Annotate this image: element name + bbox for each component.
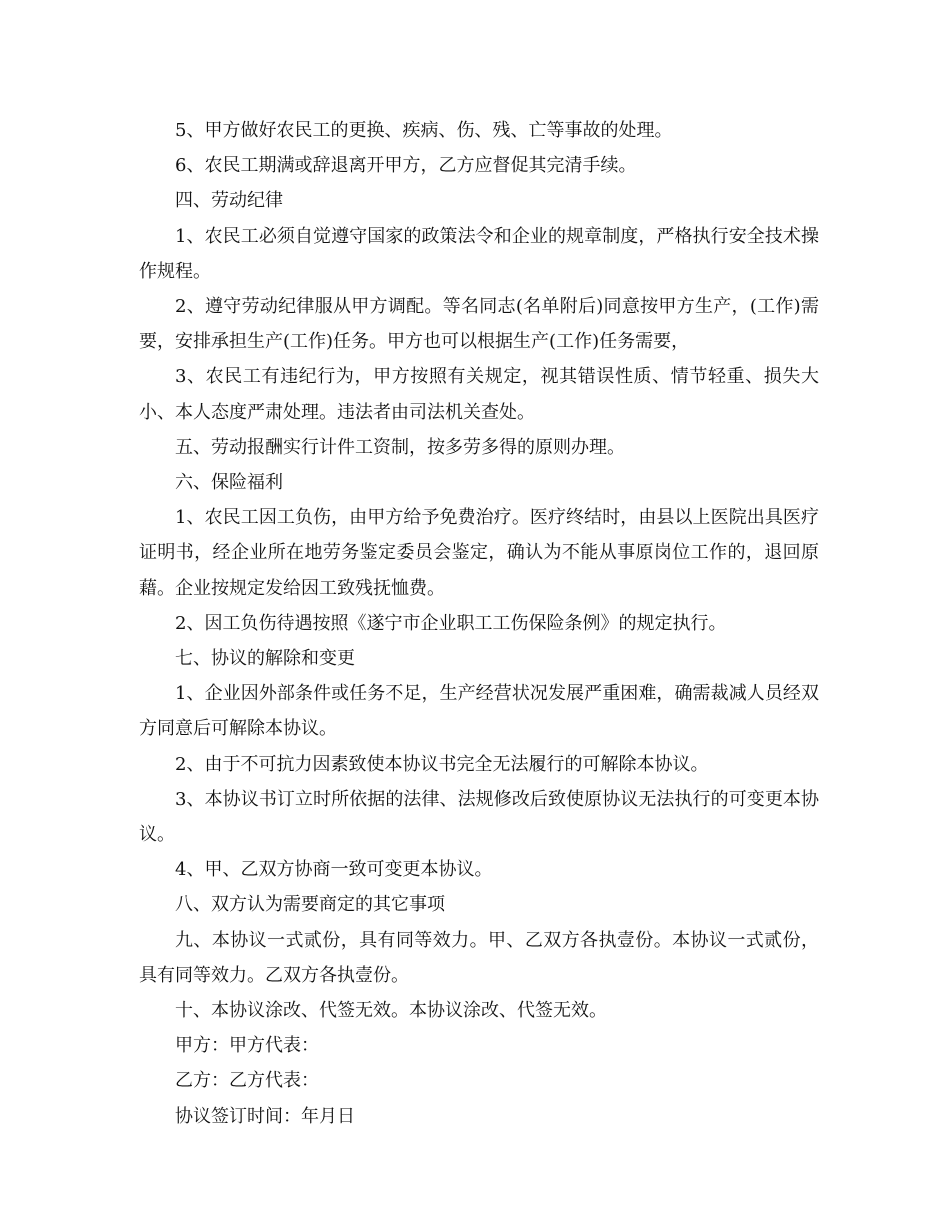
signature-party-a: 甲方：甲方代表：: [175, 1035, 319, 1057]
paragraph-discipline-2: 2、遵守劳动纪律服从甲方调配。等名同志(名单附后)同意按甲方生产，(工作)需要，安排承担生产(工作)任务。甲方也可以根据生产(工作)任务需要，: [139, 296, 819, 353]
signature-party-b: 乙方：乙方代表：: [175, 1070, 319, 1092]
paragraph-discipline-1: 1、农民工必须自觉遵守国家的政策法令和企业的规章制度，严格执行安全技术操作规程。: [139, 225, 819, 282]
paragraph-termination-2: 2、由于不可抗力因素致使本协议书完全无法履行的可解除本协议。: [175, 753, 709, 775]
paragraph-copies: 九、本协议一式贰份，具有同等效力。甲、乙双方各执壹份。本协议一式贰份，具有同等效力。乙双方各执壹份。: [139, 929, 819, 986]
section-heading-other-matters: 八、双方认为需要商定的其它事项: [175, 894, 445, 916]
paragraph-insurance-1: 1、农民工因工负伤，由甲方给予免费治疗。医疗终结时，由县以上医院出具医疗证明书，经企业所在地劳务鉴定委员会鉴定，确认为不能从事原岗位工作的，退回原藉。企业按规定发给因工致残抚恤费。: [139, 507, 819, 599]
paragraph-termination-4: 4、甲、乙双方协商一致可变更本协议。: [175, 859, 493, 881]
section-heading-insurance: 六、保险福利: [175, 472, 283, 494]
paragraph-item-6: 6、农民工期满或辞退离开甲方，乙方应督促其完清手续。: [175, 155, 637, 177]
paragraph-discipline-3: 3、农民工有违纪行为，甲方按照有关规定，视其错误性质、情节轻重、损失大小、本人态度严肃处理。违法者由司法机关查处。: [139, 366, 819, 423]
section-heading-remuneration: 五、劳动报酬实行计件工资制，按多劳多得的原则办理。: [175, 436, 625, 458]
document-body: [139, 113, 819, 1134]
paragraph-insurance-2: 2、因工负伤待遇按照《遂宁市企业职工工伤保险条例》的规定执行。: [175, 612, 727, 634]
paragraph-item-5: 5、甲方做好农民工的更换、疾病、伤、残、亡等事故的处理。: [175, 120, 673, 141]
section-heading-labor-discipline: 四、劳动纪律: [175, 190, 283, 212]
paragraph-alteration: 十、本协议涂改、代签无效。本协议涂改、代签无效。: [175, 1000, 607, 1022]
paragraph-termination-3: 3、本协议书订立时所依据的法律、法规修改后致使原协议无法执行的可变更本协议。: [139, 788, 819, 846]
section-heading-termination: 七、协议的解除和变更: [175, 648, 355, 670]
signing-date: 协议签订时间：年月日: [175, 1105, 355, 1127]
paragraph-termination-1: 1、企业因外部条件或任务不足，生产经营状况发展严重困难，确需裁减人员经双方同意后可解除本协议。: [139, 683, 819, 740]
